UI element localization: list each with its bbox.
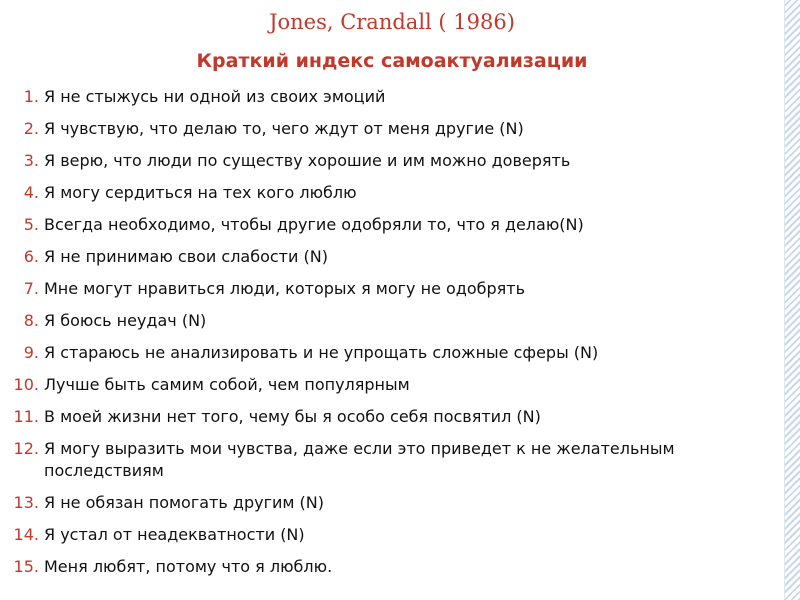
item-number: 13. bbox=[13, 493, 39, 512]
slide-title: Jones, Crandall ( 1986) bbox=[269, 10, 515, 34]
item-number: 12. bbox=[13, 439, 39, 458]
item-text: Я боюсь неудач (N) bbox=[44, 311, 207, 330]
list-item-12 bbox=[0, 438, 770, 482]
list-item-6 bbox=[0, 246, 770, 268]
item-text: Я не принимаю свои слабости (N) bbox=[44, 247, 328, 266]
item-number: 9. bbox=[23, 343, 39, 362]
list-item-4 bbox=[0, 182, 770, 204]
list-item-10 bbox=[0, 374, 770, 396]
item-number: 3. bbox=[23, 151, 39, 170]
list-item-9 bbox=[0, 342, 770, 364]
item-text: Я могу сердиться на тех кого люблю bbox=[44, 183, 357, 202]
slide-subtitle: Краткий индекс самоактуализации bbox=[196, 50, 588, 72]
item-number: 8. bbox=[23, 311, 39, 330]
item-text: Я устал от неадекватности (N) bbox=[44, 525, 305, 544]
item-number: 10. bbox=[13, 375, 39, 394]
list-item-1 bbox=[0, 86, 770, 108]
item-text: Я чувствую, что делаю то, чего ждут от меня другие (N) bbox=[44, 119, 524, 138]
item-text: Меня любят, потому что я люблю. bbox=[44, 557, 333, 576]
item-text: Лучше быть самим собой, чем популярным bbox=[44, 375, 410, 394]
list-item-8 bbox=[0, 310, 770, 332]
item-list bbox=[0, 86, 770, 588]
item-text: Мне могут нравиться люди, которых я могу не одобрять bbox=[44, 279, 526, 298]
item-number: 4. bbox=[23, 183, 39, 202]
item-number: 1. bbox=[23, 87, 39, 106]
item-number: 7. bbox=[23, 279, 39, 298]
list-item-13 bbox=[0, 492, 770, 514]
item-number: 15. bbox=[13, 557, 39, 576]
list-item-5 bbox=[0, 214, 770, 236]
item-text: Я не обязан помогать другим (N) bbox=[44, 493, 324, 512]
item-number: 14. bbox=[13, 525, 39, 544]
list-item-3 bbox=[0, 150, 770, 172]
item-text: Я верю, что люди по существу хорошие и им можно доверять bbox=[44, 151, 571, 170]
list-item-11 bbox=[0, 406, 770, 428]
list-item-2 bbox=[0, 118, 770, 140]
item-number: 6. bbox=[23, 247, 39, 266]
list-item-7 bbox=[0, 278, 770, 300]
list-item-15 bbox=[0, 556, 770, 578]
item-text: Я не стыжусь ни одной из своих эмоций bbox=[44, 87, 386, 106]
list-item-14 bbox=[0, 524, 770, 546]
item-text: Всегда необходимо, чтобы другие одобряли то, что я делаю(N) bbox=[44, 215, 584, 234]
item-text: Я стараюсь не анализировать и не упрощать сложные сферы (N) bbox=[44, 343, 599, 362]
item-number: 11. bbox=[13, 407, 39, 426]
item-text: Я могу выразить мои чувства, даже если это приведет к не желательным последствиям bbox=[44, 439, 675, 480]
item-text: В моей жизни нет того, чему бы я особо себя посвятил (N) bbox=[44, 407, 541, 426]
item-number: 5. bbox=[23, 215, 39, 234]
item-number: 2. bbox=[23, 119, 39, 138]
